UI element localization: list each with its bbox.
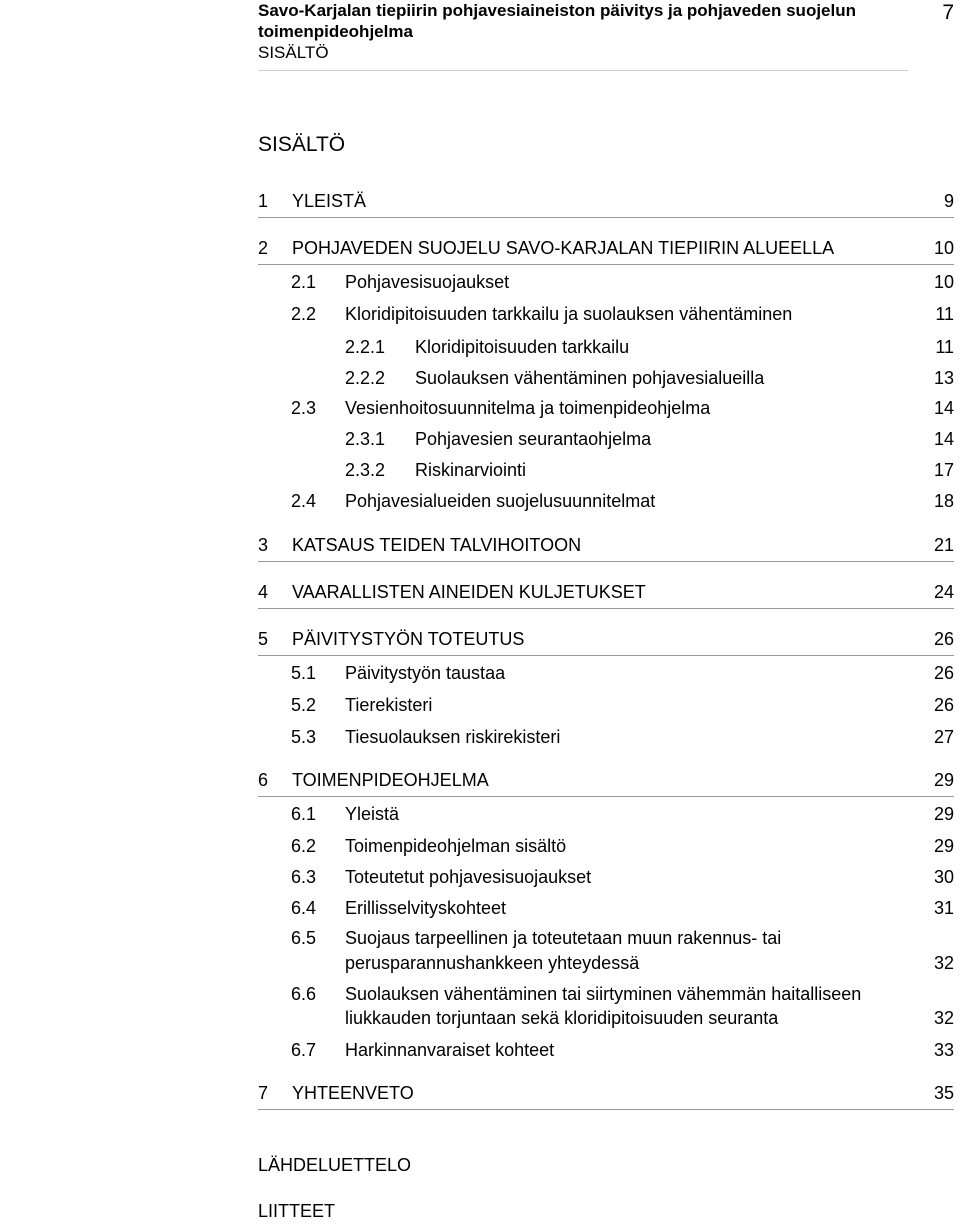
toc-title: Päivitystyön taustaa (345, 663, 506, 683)
toc-title: PÄIVITYSTYÖN TOTEUTUS (292, 629, 525, 649)
toc-page: 30 (933, 867, 954, 887)
header-divider (258, 70, 908, 71)
toc-page: 14 (933, 398, 954, 418)
page-number: 7 (942, 1, 954, 24)
toc-title: Kloridipitoisuuden tarkkailu (415, 337, 630, 357)
toc-number: 1 (258, 191, 269, 211)
toc-title: POHJAVEDEN SUOJELU SAVO-KARJALAN TIEPIIRIN ALUEELLA (292, 238, 835, 258)
toc-page: 29 (933, 804, 954, 824)
toc-number: 2.3.1 (345, 429, 386, 449)
toc-heading: SISÄLTÖ (258, 133, 346, 156)
toc-page: 26 (933, 663, 954, 683)
toc-chapter-1[interactable] (258, 189, 954, 218)
toc-title: Toteutetut pohjavesisuojaukset (345, 867, 592, 887)
document-title: Savo-Karjalan tiepiirin pohjavesiaineiston päivitys ja pohjaveden suojelun toimenpideohjelma (258, 1, 856, 41)
toc-number: 6 (258, 770, 269, 790)
toc-number: 2 (258, 238, 269, 258)
toc-page: 14 (933, 429, 954, 449)
toc-number: 5 (258, 629, 269, 649)
header-section-label: SISÄLTÖ (258, 43, 329, 62)
references-heading[interactable]: LÄHDELUETTELO (258, 1155, 412, 1175)
toc-title: Riskinarviointi (415, 460, 527, 480)
toc-title: Yleistä (345, 804, 400, 824)
toc-page: 24 (933, 582, 954, 602)
toc-page: 31 (933, 898, 954, 918)
toc-number: 3 (258, 535, 269, 555)
toc-page: 32 (933, 953, 954, 973)
toc-page: 35 (933, 1083, 954, 1103)
toc-number: 6.7 (291, 1040, 317, 1060)
toc-number: 7 (258, 1083, 269, 1103)
toc-title: Tiesuolauksen riskirekisteri (345, 727, 561, 747)
toc-number: 2.2 (291, 304, 317, 324)
toc-title: TOIMENPIDEOHJELMA (292, 770, 489, 790)
toc-chapter-7[interactable] (258, 1081, 954, 1110)
appendices-heading[interactable]: LIITTEET (258, 1201, 336, 1221)
toc-page: 21 (933, 535, 954, 555)
toc-number: 2.3.2 (345, 460, 386, 480)
toc-page: 10 (933, 272, 954, 292)
toc-page: 11 (935, 337, 954, 357)
toc-page: 29 (933, 836, 954, 856)
toc-page: 26 (933, 629, 954, 649)
toc-page: 32 (933, 1008, 954, 1028)
toc-title: Tierekisteri (345, 695, 433, 715)
toc-chapter-4[interactable] (258, 580, 954, 609)
toc-title: Pohjavesisuojaukset (345, 272, 510, 292)
toc-title: YLEISTÄ (292, 191, 367, 211)
toc-number: 2.1 (291, 272, 317, 292)
toc-page: 18 (933, 491, 954, 511)
toc-title: YHTEENVETO (292, 1083, 414, 1103)
toc-page: 10 (933, 238, 954, 258)
toc-number: 5.3 (291, 727, 317, 747)
toc-title: Harkinnanvaraiset kohteet (345, 1040, 555, 1060)
toc-page: 27 (933, 727, 954, 747)
toc-page: 11 (935, 304, 954, 324)
toc-number: 6.4 (291, 898, 317, 918)
page-header (258, 0, 960, 72)
toc-number: 2.4 (291, 491, 317, 511)
toc-chapter-3[interactable] (258, 533, 954, 562)
toc-number: 5.1 (291, 663, 317, 683)
toc-title: Kloridipitoisuuden tarkkailu ja suolauksen vähentäminen (345, 304, 793, 324)
toc-number: 6.1 (291, 804, 317, 824)
toc-number: 6.3 (291, 867, 317, 887)
toc-title: Pohjavesien seurantaohjelma (415, 429, 652, 449)
toc-chapter-6[interactable] (258, 768, 954, 797)
toc-title: Toimenpideohjelman sisältö (345, 836, 567, 856)
toc-title: Suolauksen vähentäminen tai siirtyminen vähemmän haitalliseen (345, 984, 862, 1004)
toc-number: 6.6 (291, 984, 317, 1004)
toc-page: 26 (933, 695, 954, 715)
toc-page: 9 (943, 191, 954, 211)
toc-title: KATSAUS TEIDEN TALVIHOITOON (292, 535, 582, 555)
toc-title: VAARALLISTEN AINEIDEN KULJETUKSET (292, 582, 646, 602)
toc-page: 13 (933, 368, 954, 388)
toc-number: 6.2 (291, 836, 317, 856)
toc-number: 2.2.1 (345, 337, 386, 357)
toc-title: perusparannushankkeen yhteydessä (345, 953, 640, 973)
toc-title: Pohjavesialueiden suojelusuunnitelmat (345, 491, 656, 511)
toc-number: 2.2.2 (345, 368, 386, 388)
toc-title: liukkauden torjuntaan sekä kloridipitoisuuden seuranta (345, 1008, 779, 1028)
toc-chapter-5[interactable] (258, 627, 954, 656)
toc-chapter-2[interactable] (258, 236, 954, 265)
toc-number: 4 (258, 582, 269, 602)
toc-title: Suojaus tarpeellinen ja toteutetaan muun rakennus- tai (345, 928, 782, 948)
toc-number: 2.3 (291, 398, 317, 418)
toc-page: 29 (933, 770, 954, 790)
toc-title: Erillisselvityskohteet (345, 898, 507, 918)
toc-title: Suolauksen vähentäminen pohjavesialueilla (415, 368, 765, 388)
toc-number: 6.5 (291, 928, 317, 948)
toc-title: Vesienhoitosuunnitelma ja toimenpideohjelma (345, 398, 711, 418)
toc-number: 5.2 (291, 695, 317, 715)
toc-page: 33 (933, 1040, 954, 1060)
toc-page: 17 (933, 460, 954, 480)
